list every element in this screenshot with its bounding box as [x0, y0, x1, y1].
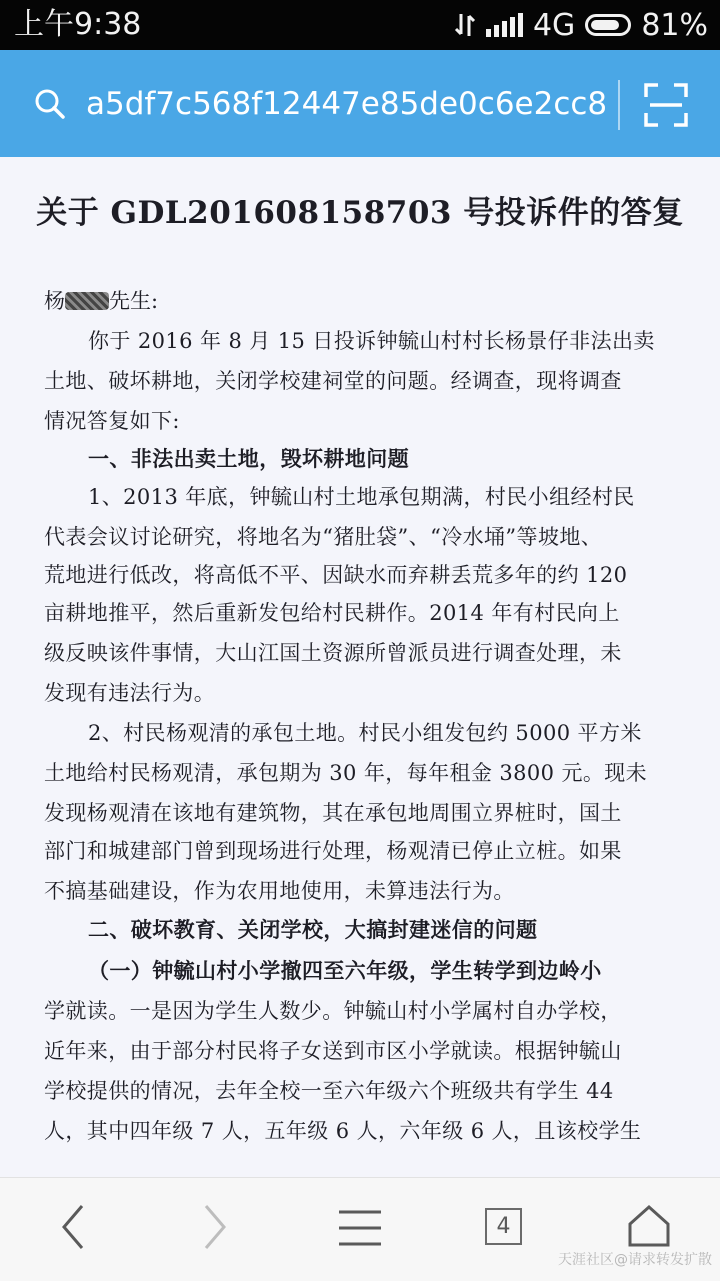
url-bar — [0, 50, 720, 157]
body-line: 荒地进行低改，将高低不平、因缺水而弃耕丢荒多年的约 120 — [44, 563, 628, 587]
status-time: 上午9:38 — [14, 7, 142, 42]
salutation-suffix: 先生: — [109, 289, 159, 313]
data-transfer-icon — [454, 12, 476, 38]
body-line: 学就读。一是因为学生人数少。钟毓山村小学属村自办学校， — [44, 999, 622, 1023]
scan-icon[interactable] — [644, 83, 688, 127]
home-icon[interactable] — [627, 1204, 671, 1248]
section-heading: 二、破坏教育、关闭学校，大搞封建迷信的问题 — [88, 917, 538, 942]
search-icon[interactable] — [34, 88, 66, 120]
body-line: 2、村民杨观清的承包土地。村民小组发包约 5000 平方米 — [88, 721, 642, 745]
body-line: 土地给村民杨观清，承包期为 30 年，每年租金 3800 元。现未 — [44, 761, 648, 785]
body-line: 情况答复如下: — [44, 409, 180, 433]
body-line: 1、2013 年底，钟毓山村土地承包期满，村民小组经村民 — [88, 485, 635, 509]
salutation — [44, 285, 158, 315]
document-page — [0, 157, 720, 1177]
body-line: 你于 2016 年 8 月 15 日投诉钟毓山村村长杨景仔非法出卖 — [88, 329, 655, 353]
body-line: 学校提供的情况，去年全校一至六年级六个班级共有学生 44 — [44, 1079, 614, 1103]
url-input[interactable]: a5df7c568f12447e85de0c6e2cc8 — [86, 86, 608, 122]
salutation-prefix: 杨 — [44, 289, 65, 313]
section-heading: 一、非法出卖土地，毁坏耕地问题 — [88, 446, 409, 471]
signal-icon — [486, 13, 523, 37]
battery-icon — [585, 14, 631, 36]
battery-percent: 81% — [641, 7, 708, 43]
body-line: 土地、破坏耕地，关闭学校建祠堂的问题。经调查，现将调查 — [44, 369, 622, 393]
body-line: 人，其中四年级 7 人，五年级 6 人，六年级 6 人，且该校学生 — [44, 1119, 642, 1143]
watermark: 天涯社区@请求转发扩散 — [558, 1252, 712, 1268]
document-title: 关于 GDL201608158703 号投诉件的答复 — [36, 195, 684, 231]
body-line: 亩耕地推平，然后重新发包给村民耕作。2014 年有村民向上 — [44, 601, 620, 625]
body-line: 不搞基础建设，作为农用地使用，未算违法行为。 — [44, 879, 515, 903]
body-line: 近年来，由于部分村民将子女送到市区小学就读。根据钟毓山 — [44, 1039, 622, 1063]
redacted-name — [65, 292, 109, 310]
body-line: 部门和城建部门曾到现场进行处理，杨观清已停止立桩。如果 — [44, 839, 622, 863]
body-line: 发现有违法行为。 — [44, 681, 216, 705]
forward-icon[interactable] — [200, 1202, 230, 1252]
network-type: 4G — [532, 7, 576, 43]
url-divider — [618, 80, 620, 130]
tabs-icon[interactable]: 4 — [485, 1208, 522, 1245]
back-icon[interactable] — [58, 1202, 88, 1252]
subsection-heading: （一）钟毓山村小学撤四至六年级，学生转学到边岭小 — [88, 958, 602, 983]
body-line: 发现杨观清在该地有建筑物，其在承包地周围立界桩时，国土 — [44, 801, 622, 825]
body-line: 代表会议讨论研究，将地名为“猪肚袋”、“冷水埇”等坡地、 — [44, 525, 603, 549]
body-line: 级反映该件事情，大山江国土资源所曾派员进行调查处理，未 — [44, 641, 622, 665]
menu-icon[interactable] — [337, 1208, 383, 1248]
status-right — [454, 6, 708, 44]
bottom-nav — [0, 1177, 720, 1281]
battery-fill — [591, 20, 619, 30]
status-bar — [0, 0, 720, 50]
